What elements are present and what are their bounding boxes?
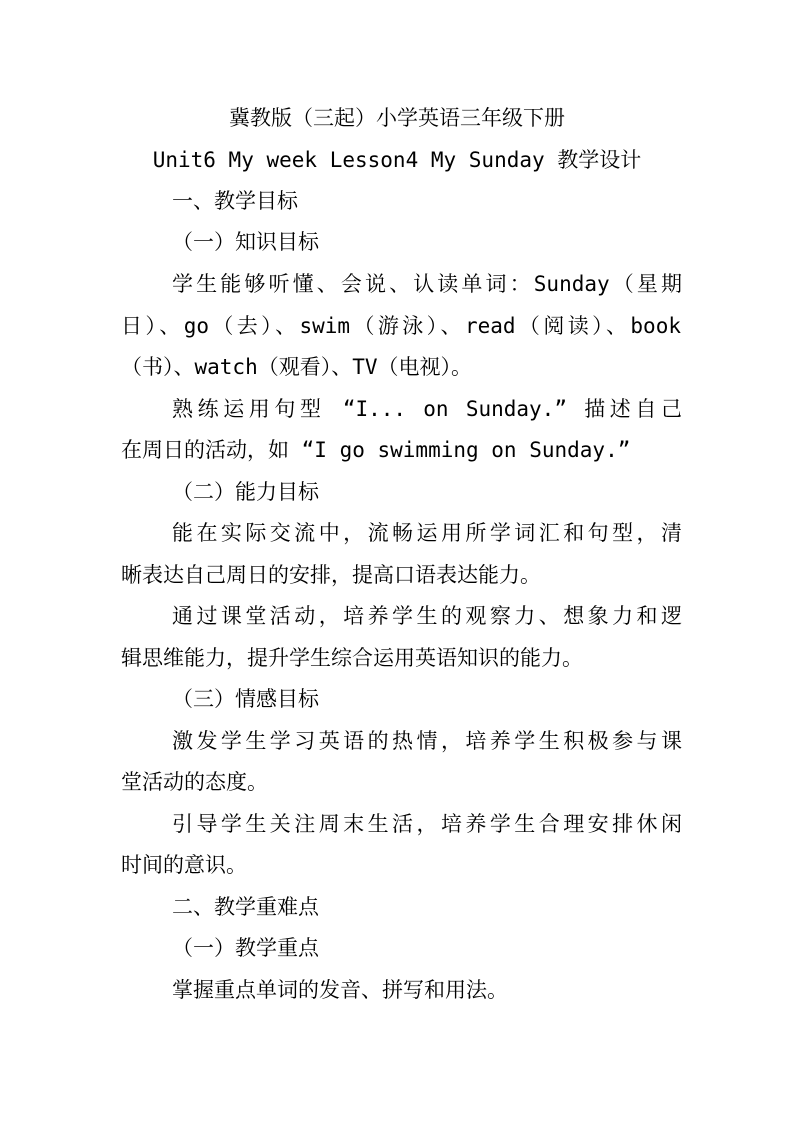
paragraph-line: 辑思维能力，提升学生综合运用英语知识的能力。	[121, 646, 583, 670]
paragraph-line: （书）、watch（观看）、TV（电视）。	[121, 355, 473, 379]
paragraph-line: 激发学生学习英语的热情，培养学生积极参与课	[172, 729, 682, 753]
paragraph-line: 通过课堂活动，培养学生的观察力、想象力和逻	[172, 604, 682, 628]
paragraph-line: 能在实际交流中，流畅运用所学词汇和句型，清	[172, 521, 682, 545]
subheading-knowledge-goals: （一）知识目标	[172, 230, 319, 254]
subheading-emotional-goals: （三）情感目标	[172, 687, 319, 711]
section-heading-teaching-goals: 一、教学目标	[172, 189, 298, 213]
paragraph-line: 学生能够听懂、会说、认读单词：Sunday（星期	[172, 272, 682, 296]
paragraph-line: 在周日的活动，如 “I go swimming on Sunday.”	[121, 438, 631, 462]
subheading-teaching-focus: （一）教学重点	[172, 936, 319, 960]
paragraph-line: 引导学生关注周末生活，培养学生合理安排休闲	[172, 812, 682, 836]
paragraph-line: 时间的意识。	[121, 853, 247, 877]
paragraph-line: 掌握重点单词的发音、拼写和用法。	[172, 978, 508, 1002]
subheading-ability-goals: （二）能力目标	[172, 480, 319, 504]
section-heading-key-difficult-points: 二、教学重难点	[172, 895, 319, 919]
paragraph-line: 堂活动的态度。	[121, 770, 268, 794]
document-subtitle: Unit6 My week Lesson4 My Sunday 教学设计	[152, 148, 642, 172]
paragraph-line: 晰表达自己周日的安排，提高口语表达能力。	[121, 563, 541, 587]
paragraph-line: 日）、go（去）、swim（游泳）、read（阅读）、book	[121, 314, 681, 338]
paragraph-line: 熟练运用句型 “I... on Sunday.” 描述自己	[172, 397, 682, 421]
document-title: 冀教版（三起）小学英语三年级下册	[229, 106, 565, 130]
